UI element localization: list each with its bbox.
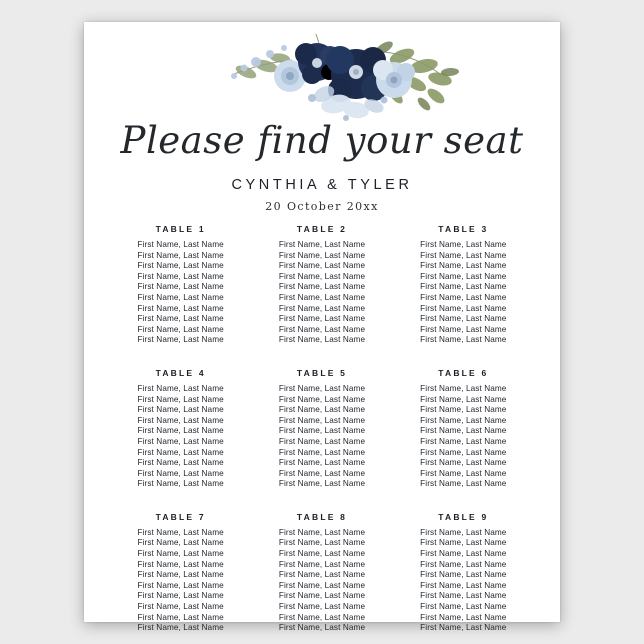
guest-name: First Name, Last Name: [420, 282, 507, 292]
guest-name: First Name, Last Name: [420, 405, 507, 415]
table-title: TABLE 3: [438, 224, 489, 234]
guest-name: First Name, Last Name: [420, 602, 507, 612]
table-block: [251, 368, 392, 490]
guest-name: First Name, Last Name: [278, 324, 366, 334]
guest-name: First Name, Last Name: [137, 405, 224, 415]
guest-name: First Name, Last Name: [278, 394, 366, 404]
guest-name: First Name, Last Name: [137, 549, 224, 559]
guest-name: First Name, Last Name: [137, 415, 224, 425]
page-title: Please find your seat: [120, 119, 524, 162]
guest-name: First Name, Last Name: [137, 479, 224, 489]
guest-name: First Name, Last Name: [420, 335, 507, 345]
guest-name: First Name, Last Name: [420, 324, 507, 334]
table-block: [110, 512, 251, 634]
guest-name: First Name, Last Name: [420, 458, 507, 468]
event-date: 20 October 20xx: [265, 200, 379, 213]
guest-name: First Name, Last Name: [420, 468, 507, 478]
guest-name: First Name, Last Name: [278, 261, 366, 271]
seating-tables-grid: [110, 224, 534, 634]
guest-name: First Name, Last Name: [278, 250, 366, 260]
table-block: [110, 368, 251, 490]
guest-name: First Name, Last Name: [278, 282, 366, 292]
guest-name: First Name, Last Name: [278, 468, 366, 478]
guest-name: First Name, Last Name: [137, 383, 224, 393]
guest-name: First Name, Last Name: [137, 612, 224, 622]
table-block: [251, 512, 392, 634]
guest-name: First Name, Last Name: [278, 549, 366, 559]
guest-name: First Name, Last Name: [420, 314, 507, 324]
guest-name: First Name, Last Name: [278, 580, 366, 590]
guest-name: First Name, Last Name: [278, 335, 366, 345]
guest-name: First Name, Last Name: [137, 527, 224, 537]
guest-name: First Name, Last Name: [278, 303, 366, 313]
guest-name: First Name, Last Name: [420, 623, 507, 633]
table-title: TABLE 2: [296, 224, 348, 234]
guest-name: First Name, Last Name: [420, 261, 507, 271]
guest-name: First Name, Last Name: [420, 612, 507, 622]
guest-name: First Name, Last Name: [278, 479, 366, 489]
guest-name: First Name, Last Name: [420, 436, 507, 446]
guest-name: First Name, Last Name: [137, 580, 224, 590]
guest-name: First Name, Last Name: [420, 479, 507, 489]
guest-name: First Name, Last Name: [278, 527, 366, 537]
guest-name: First Name, Last Name: [278, 538, 366, 548]
guest-name: First Name, Last Name: [278, 612, 366, 622]
floral-bouquet-icon: [84, 22, 560, 130]
guest-name: First Name, Last Name: [420, 383, 507, 393]
guest-name: First Name, Last Name: [137, 314, 224, 324]
guest-name: First Name, Last Name: [137, 559, 224, 569]
table-title: TABLE 7: [155, 511, 206, 522]
guest-name: First Name, Last Name: [420, 559, 507, 569]
guest-name: First Name, Last Name: [278, 415, 366, 425]
guest-name: First Name, Last Name: [278, 426, 366, 436]
guest-name: First Name, Last Name: [137, 436, 224, 446]
guest-name: First Name, Last Name: [137, 250, 224, 260]
guest-name: First Name, Last Name: [137, 282, 224, 292]
table-block: [251, 224, 392, 346]
guest-name: First Name, Last Name: [278, 240, 366, 249]
guest-name: First Name, Last Name: [278, 602, 366, 612]
guest-name: First Name, Last Name: [137, 447, 224, 457]
table-title: TABLE 5: [296, 367, 348, 378]
guest-name: First Name, Last Name: [420, 570, 507, 580]
guest-name: First Name, Last Name: [137, 292, 224, 302]
table-block: [393, 512, 534, 634]
table-title: TABLE 6: [438, 367, 489, 378]
guest-name: First Name, Last Name: [420, 538, 507, 548]
guest-name: First Name, Last Name: [137, 240, 224, 249]
guest-name: First Name, Last Name: [137, 426, 224, 436]
guest-name: First Name, Last Name: [420, 292, 507, 302]
guest-name: First Name, Last Name: [420, 591, 507, 601]
guest-name: First Name, Last Name: [420, 394, 507, 404]
guest-name: First Name, Last Name: [278, 591, 366, 601]
table-title: TABLE 8: [296, 511, 348, 522]
guest-name: First Name, Last Name: [278, 436, 366, 446]
guest-name: First Name, Last Name: [420, 527, 507, 537]
guest-name: First Name, Last Name: [278, 458, 366, 468]
guest-name: First Name, Last Name: [278, 405, 366, 415]
guest-name: First Name, Last Name: [278, 447, 366, 457]
guest-name: First Name, Last Name: [137, 458, 224, 468]
guest-name: First Name, Last Name: [278, 623, 366, 633]
table-block: [110, 224, 251, 346]
guest-name: First Name, Last Name: [137, 261, 224, 271]
guest-name: First Name, Last Name: [420, 447, 507, 457]
guest-name: First Name, Last Name: [420, 303, 507, 313]
table-block: [393, 368, 534, 490]
guest-name: First Name, Last Name: [420, 426, 507, 436]
guest-name: First Name, Last Name: [137, 468, 224, 478]
guest-name: First Name, Last Name: [137, 324, 224, 334]
guest-name: First Name, Last Name: [137, 271, 224, 281]
guest-name: First Name, Last Name: [278, 314, 366, 324]
guest-name: First Name, Last Name: [137, 394, 224, 404]
guest-name: First Name, Last Name: [137, 570, 224, 580]
guest-name: First Name, Last Name: [137, 623, 224, 633]
guest-name: First Name, Last Name: [137, 335, 224, 345]
guest-name: First Name, Last Name: [420, 549, 507, 559]
guest-name: First Name, Last Name: [137, 591, 224, 601]
guest-name: First Name, Last Name: [420, 271, 507, 281]
guest-name: First Name, Last Name: [137, 602, 224, 612]
table-title: TABLE 1: [155, 224, 206, 234]
seating-chart-poster: [84, 22, 560, 633]
guest-name: First Name, Last Name: [137, 538, 224, 548]
guest-name: First Name, Last Name: [278, 383, 366, 393]
table-title: TABLE 9: [438, 511, 489, 522]
guest-name: First Name, Last Name: [137, 303, 224, 313]
guest-name: First Name, Last Name: [420, 240, 507, 249]
guest-name: First Name, Last Name: [420, 580, 507, 590]
table-block: [393, 224, 534, 346]
guest-name: First Name, Last Name: [420, 250, 507, 260]
couple-names: CYNTHIA & TYLER: [231, 177, 413, 193]
guest-name: First Name, Last Name: [278, 271, 366, 281]
table-title: TABLE 4: [155, 367, 206, 378]
guest-name: First Name, Last Name: [278, 559, 366, 569]
guest-name: First Name, Last Name: [278, 570, 366, 580]
guest-name: First Name, Last Name: [278, 292, 366, 302]
guest-name: First Name, Last Name: [420, 415, 507, 425]
